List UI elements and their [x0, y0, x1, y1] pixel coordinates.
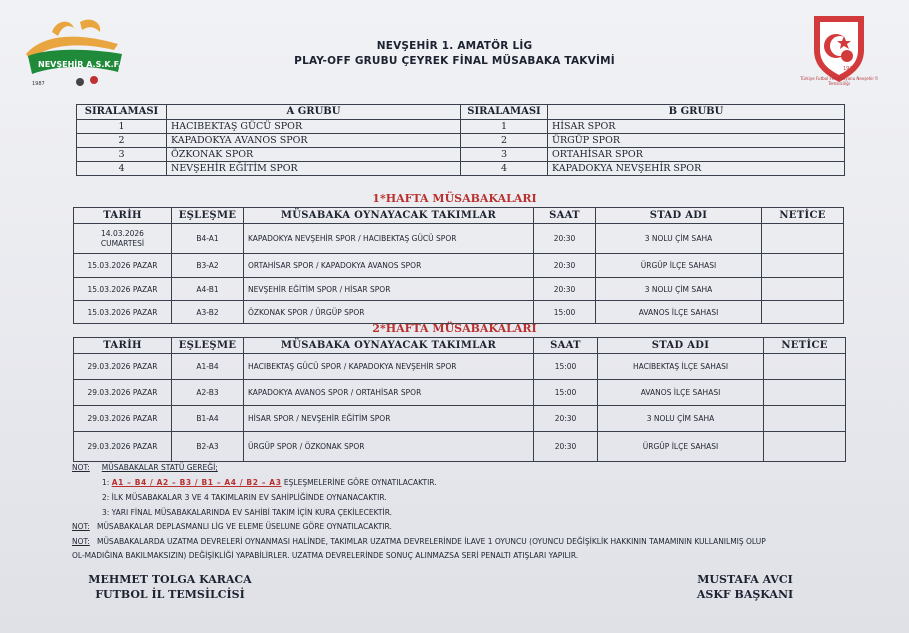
rank-a: 1: [77, 120, 167, 134]
table-row: [74, 224, 844, 254]
match-teams: HİSAR SPOR / NEVŞEHİR EĞİTİM SPOR: [244, 406, 534, 432]
week2-table: [73, 337, 846, 462]
table-row: [77, 162, 845, 176]
team-a: ÖZKONAK SPOR: [167, 148, 461, 162]
signature-right: [660, 572, 830, 602]
document-subtitle: PLAY-OFF GRUBU ÇEYREK FİNAL MÜSABAKA TAKVİMİ: [294, 55, 615, 67]
note-2-text: MÜSABAKALAR DEPLASMANLI LİG VE ELEME ÜSELUNE GÖRE OYNATILACAKTIR.: [96, 522, 392, 531]
note-3-text-1: MÜSABAKALARDA UZATMA DEVRELERİ OYNANMASI HALİNDE, TAKIMLAR UZATMA DEVRELERİNDE İLAVE 1 OYUNCU (OYUNCU DEĞİŞİKLİK HAKKININ TAMAMININ KULLANILMIŞ OLUP: [96, 537, 766, 546]
match-stadium: ÜRGÜP İLÇE SAHASI: [596, 254, 762, 278]
table-row: [74, 432, 846, 462]
header-time: SAAT: [534, 208, 596, 224]
team-b: KAPADOKYA NEVŞEHİR SPOR: [548, 162, 845, 176]
match-date: 29.03.2026 PAZAR: [74, 354, 172, 380]
match-time: 15:00: [534, 380, 598, 406]
match-stadium: 3 NOLU ÇİM SAHA: [596, 278, 762, 301]
week1-title: 1*HAFTA MÜSABAKALARI: [372, 192, 537, 205]
match-teams: HACIBEKTAŞ GÜCÜ SPOR / KAPADOKYA NEVŞEHİR SPOR: [244, 354, 534, 380]
match-pairing: A1-B4: [172, 354, 244, 380]
header-match: MÜSABAKA OYNAYACAK TAKIMLAR: [244, 338, 534, 354]
rank-b: 2: [461, 134, 548, 148]
match-pairing: A3-B2: [172, 301, 244, 324]
match-date: 15.03.2026 PAZAR: [74, 278, 172, 301]
match-time: 20:30: [534, 278, 596, 301]
match-time: 20:30: [534, 254, 596, 278]
week1-table: [73, 207, 844, 324]
groups-header-row: [77, 105, 845, 120]
match-time: 20:30: [534, 406, 598, 432]
match-teams: NEVŞEHİR EĞİTİM SPOR / HİSAR SPOR: [244, 278, 534, 301]
note-label: NOT:: [72, 522, 90, 531]
header-result: NETİCE: [764, 338, 846, 354]
header-group-a: A GRUBU: [167, 105, 461, 120]
tff-caption: Türkiye Futbol Federasyonu Nevşehir İl Temsilciliği: [800, 76, 878, 86]
week2-header-row: [74, 338, 846, 354]
table-row: [74, 254, 844, 278]
match-time: 15:00: [534, 301, 596, 324]
match-stadium: HACIBEKTAŞ İLÇE SAHASI: [598, 354, 764, 380]
match-pairing: B4-A1: [172, 224, 244, 254]
note-2-line: [72, 521, 852, 532]
signature-left-name: MEHMET TOLGA KARACA: [88, 573, 252, 586]
match-date: 29.03.2026 PAZAR: [74, 380, 172, 406]
match-stadium: 3 NOLU ÇİM SAHA: [598, 406, 764, 432]
table-row: [77, 120, 845, 134]
table-row: [74, 406, 846, 432]
team-b: ÜRGÜP SPOR: [548, 134, 845, 148]
team-a: KAPADOKYA AVANOS SPOR: [167, 134, 461, 148]
header-time: SAAT: [534, 338, 598, 354]
match-pairing: A4-B1: [172, 278, 244, 301]
match-teams: KAPADOKYA NEVŞEHİR SPOR / HACIBEKTAŞ GÜCÜ SPOR: [244, 224, 534, 254]
match-result: [764, 354, 846, 380]
rank-a: 3: [77, 148, 167, 162]
table-row: [77, 134, 845, 148]
table-row: [77, 148, 845, 162]
match-stadium: AVANOS İLÇE SAHASI: [598, 380, 764, 406]
match-date: [74, 224, 172, 254]
note-label: NOT:: [72, 537, 90, 546]
header-result: NETİCE: [762, 208, 844, 224]
match-pairing: A2-B3: [172, 380, 244, 406]
table-row: [74, 278, 844, 301]
table-row: [74, 301, 844, 324]
rank-b: 1: [461, 120, 548, 134]
match-day-value: CUMARTESİ: [100, 238, 145, 248]
svg-text:1987: 1987: [32, 81, 45, 87]
match-pairing: B2-A3: [172, 432, 244, 462]
team-a: HACIBEKTAŞ GÜCÜ SPOR: [167, 120, 461, 134]
match-time: 20:30: [534, 432, 598, 462]
item1-prefix: 1:: [102, 478, 110, 487]
match-date: 29.03.2026 PAZAR: [74, 406, 172, 432]
match-stadium: ÜRGÜP İLÇE SAHASI: [598, 432, 764, 462]
match-result: [762, 278, 844, 301]
rank-a: 4: [77, 162, 167, 176]
note-label: NOT:: [72, 463, 90, 472]
table-row: [74, 354, 846, 380]
match-teams: ÜRGÜP SPOR / ÖZKONAK SPOR: [244, 432, 534, 462]
header-date: TARİH: [74, 208, 172, 224]
document-title: NEVŞEHİR 1. AMATÖR LİG: [376, 40, 533, 52]
rank-b: 3: [461, 148, 548, 162]
statute-heading: MÜSABAKALAR STATÜ GEREĞİ;: [101, 463, 218, 472]
table-row: [74, 380, 846, 406]
header-rank-a: SIRALAMASI: [77, 105, 167, 120]
header-match: MÜSABAKA OYNAYACAK TAKIMLAR: [244, 208, 534, 224]
match-pairing: B3-A2: [172, 254, 244, 278]
signature-right-name: MUSTAFA AVCI: [697, 573, 793, 586]
team-b: ORTAHİSAR SPOR: [548, 148, 845, 162]
header-group-b: B GRUBU: [548, 105, 845, 120]
match-result: [764, 432, 846, 462]
match-date-value: 14.03.2026: [101, 228, 144, 238]
match-pairing: B1-A4: [172, 406, 244, 432]
statute-item-2: 2: İLK MÜSABAKALAR 3 VE 4 TAKIMLARIN EV SAHİPLİĞİNDE OYNANACAKTIR.: [102, 493, 387, 502]
match-time: 20:30: [534, 224, 596, 254]
match-date: 15.03.2026 PAZAR: [74, 254, 172, 278]
item1-suffix: EŞLEŞMELERİNE GÖRE OYNATILACAKTIR.: [283, 478, 437, 487]
statute-line: [72, 462, 852, 473]
note-3-text-2: OL-MADIĞINA BAKILMAKSIZIN) DEĞİŞİKLİĞİ YAPABİLİRLER. UZATMA DEVRELERİNDE SONUÇ ALINMAZSA SERİ PENALTI ATIŞLARI YAPILIR.: [72, 551, 579, 560]
match-teams: KAPADOKYA AVANOS SPOR / ORTAHİSAR SPOR: [244, 380, 534, 406]
askf-logo-icon: [18, 14, 130, 90]
team-b: HİSAR SPOR: [548, 120, 845, 134]
header-pairing: EŞLEŞME: [172, 338, 244, 354]
svg-text:1923: 1923: [843, 66, 856, 72]
week1-header-row: [74, 208, 844, 224]
week2-title: 2*HAFTA MÜSABAKALARI: [372, 322, 537, 335]
team-a: NEVŞEHİR EĞİTİM SPOR: [167, 162, 461, 176]
statute-item-3: 3: YARI FİNAL MÜSABAKALARINDA EV SAHİBİ TAKIM İÇİN KURA ÇEKİLECEKTİR.: [102, 508, 393, 517]
match-result: [764, 406, 846, 432]
header-stadium: STAD ADI: [598, 338, 764, 354]
header-date: TARİH: [74, 338, 172, 354]
match-date: 15.03.2026 PAZAR: [74, 301, 172, 324]
match-result: [762, 224, 844, 254]
notes-block: [72, 462, 852, 561]
header-pairing: EŞLEŞME: [172, 208, 244, 224]
header-rank-b: SIRALAMASI: [461, 105, 548, 120]
groups-table: [76, 104, 845, 176]
svg-text:NEVŞEHİR A.S.K.F.: NEVŞEHİR A.S.K.F.: [38, 60, 121, 69]
signature-right-title: ASKF BAŞKANI: [696, 588, 794, 601]
note-3-line: [72, 536, 852, 547]
item1-pairs: A1 – B4 / A2 – B3 / B1 – A4 / B2 – A3: [111, 478, 282, 487]
rank-a: 2: [77, 134, 167, 148]
match-teams: ORTAHİSAR SPOR / KAPADOKYA AVANOS SPOR: [244, 254, 534, 278]
signature-left: [70, 572, 270, 602]
match-time: 15:00: [534, 354, 598, 380]
match-teams: ÖZKONAK SPOR / ÜRGÜP SPOR: [244, 301, 534, 324]
match-result: [762, 301, 844, 324]
match-stadium: AVANOS İLÇE SAHASI: [596, 301, 762, 324]
header-stadium: STAD ADI: [596, 208, 762, 224]
match-stadium: 3 NOLU ÇİM SAHA: [596, 224, 762, 254]
match-result: [762, 254, 844, 278]
rank-b: 4: [461, 162, 548, 176]
statute-item-1: [72, 477, 852, 488]
match-result: [764, 380, 846, 406]
signature-left-title: FUTBOL İL TEMSİLCİSİ: [95, 588, 245, 601]
match-date: 29.03.2026 PAZAR: [74, 432, 172, 462]
